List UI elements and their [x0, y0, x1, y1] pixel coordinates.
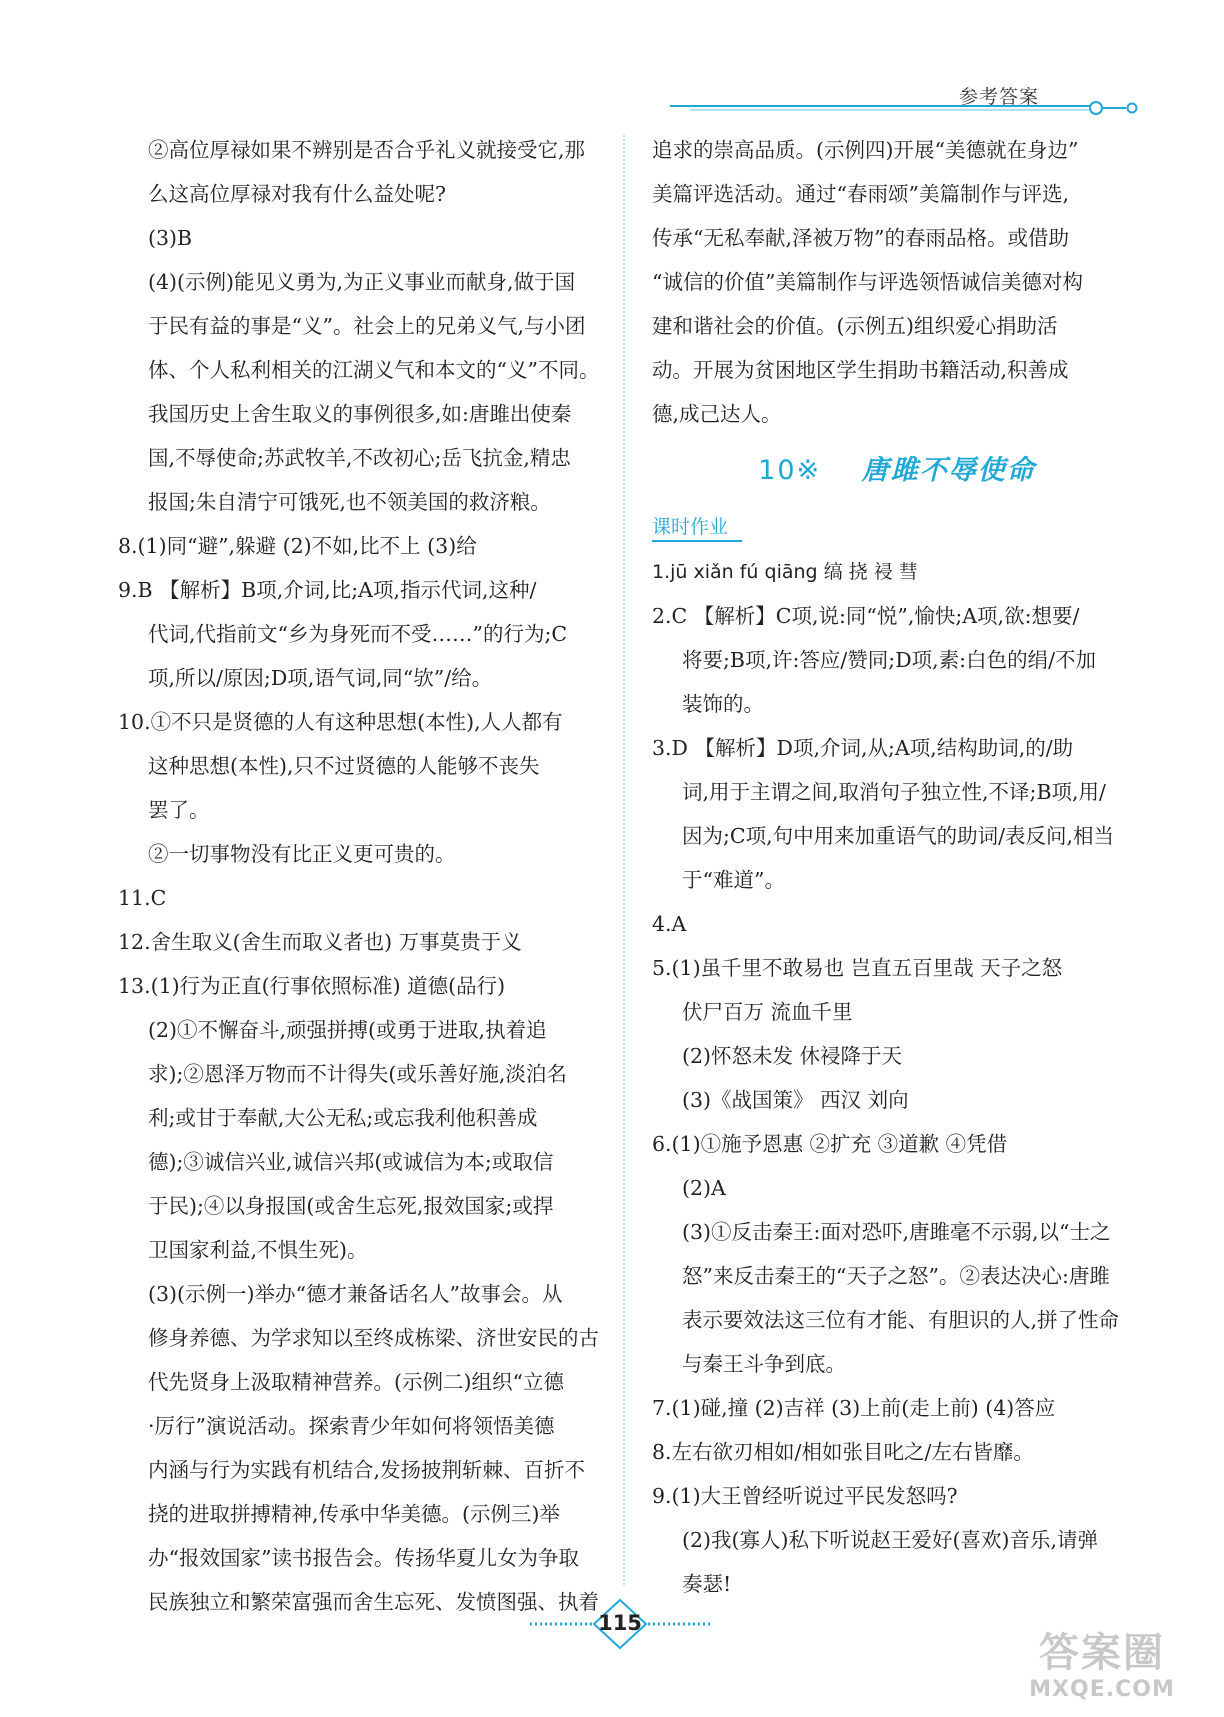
answer-line: 于“难道”。: [682, 868, 785, 892]
right-column: [652, 128, 1142, 1606]
watermark-url: MXQE.COM: [1029, 1677, 1175, 1702]
answer-line: 德,成己达人。: [652, 402, 782, 426]
answer-line: (3)B: [148, 226, 193, 250]
answer-line: 怒”来反击秦王的“天子之怒”。②表达决心:唐雎: [682, 1264, 1110, 1288]
left-column: [118, 128, 608, 1624]
answer-line: 5.(1)虽千里不敢易也 岂直五百里哉 天子之怒: [652, 956, 1063, 980]
answer-line: 11.C: [118, 886, 167, 910]
answer-line: 项,所以/原因;D项,语气词,同“欤”/给。: [148, 666, 493, 690]
answer-line: 奏瑟!: [682, 1572, 732, 1596]
answer-line: 1.jū xiǎn fú qiāng 缟 挠 祲 彗: [652, 561, 918, 583]
answer-line: 代先贤身上汲取精神营养。(示例二)组织“立德: [148, 1370, 564, 1394]
answer-line: 3.D 【解析】D项,介词,从;A项,结构助词,的/助: [652, 736, 1074, 760]
answer-line: 办“报效国家”读书报告会。传扬华夏儿女为争取: [148, 1546, 579, 1570]
answer-line: 修身养德、为学求知以至终成栋梁、济世安民的古: [148, 1326, 599, 1350]
answer-line: 体、个人私利相关的江湖义气和本文的“义”不同。: [148, 358, 600, 382]
answer-line: ·厉行”演说活动。探索青少年如何将领悟美德: [148, 1414, 555, 1438]
answer-line: 与秦王斗争到底。: [682, 1352, 846, 1376]
answer-line: 德);③诚信兴业,诚信兴邦(或诚信为本;或取信: [148, 1150, 554, 1174]
answer-line: 动。开展为贫困地区学生捐助书籍活动,积善成: [652, 358, 1069, 382]
answer-line: 9.(1)大王曾经听说过平民发怒吗?: [652, 1484, 958, 1508]
answer-line: 伏尸百万 流血千里: [682, 1000, 853, 1024]
answer-line: ②高位厚禄如果不辨别是否合乎礼义就接受它,那: [148, 138, 586, 162]
answer-line: (2)A: [682, 1176, 726, 1200]
section-label: 课时作业: [652, 514, 742, 542]
answer-line: 我国历史上舍生取义的事例很多,如:唐雎出使秦: [148, 402, 572, 426]
answer-line: (2)怀怒未发 休祲降于天: [682, 1044, 903, 1068]
lesson-title: [652, 446, 1142, 496]
answer-line: 表示要效法这三位有才能、有胆识的人,拼了性命: [682, 1308, 1120, 1332]
answer-line: (3)(示例一)举办“德才兼备话名人”故事会。从: [148, 1282, 563, 1306]
answer-line: 于民);④以身报国(或舍生忘死,报效国家;或捍: [148, 1194, 554, 1218]
answer-line: 装饰的。: [682, 692, 764, 716]
header-decoration: [670, 100, 1140, 130]
watermark-title: 答案圈: [1039, 1630, 1165, 1676]
answer-line: 求);②恩泽万物而不计得失(或乐善好施,淡泊名: [148, 1062, 567, 1086]
answer-line: 词,用于主谓之间,取消句子独立性,不译;B项,用/: [682, 780, 1106, 804]
answer-line: 这种思想(本性),只不过贤德的人能够不丧失: [148, 754, 540, 778]
answer-line: 挠的进取拼搏精神,传承中华美德。(示例三)举: [148, 1502, 561, 1526]
right-bottom-block: [652, 594, 1142, 1606]
page-footer: [530, 1598, 710, 1650]
answer-line: 罢了。: [148, 798, 210, 822]
answer-line: 2.C 【解析】C项,说:同“悦”,愉快;A项,欲:想要/: [652, 604, 1080, 628]
answer-line: 代词,代指前文“乡为身死而不受……”的行为;C: [148, 622, 568, 646]
answer-line: 追求的崇高品质。(示例四)开展“美德就在身边”: [652, 138, 1079, 162]
lesson-number: 10※: [758, 455, 822, 486]
answer-line: 因为;C项,句中用来加重语气的助词/表反问,相当: [682, 824, 1115, 848]
answer-line: ②一切事物没有比正义更可贵的。: [148, 842, 456, 866]
answer-line: “诚信的价值”美篇制作与评选领悟诚信美德对构: [652, 270, 1083, 294]
answer-line: (3)《战国策》 西汉 刘向: [682, 1088, 909, 1112]
answer-line: 建和谐社会的价值。(示例五)组织爱心捐助活: [652, 314, 1058, 338]
answer-line: 将要;B项,许:答应/赞同;D项,素:白色的绢/不加: [682, 648, 1096, 672]
page-number: 115: [598, 1611, 642, 1635]
answer-line: 9.B 【解析】B项,介词,比;A项,指示代词,这种/: [118, 578, 537, 602]
answer-line: 国,不辱使命;苏武牧羊,不改初心;岳飞抗金,精忠: [148, 446, 571, 470]
answer-line: 卫国家利益,不惧生死)。: [148, 1238, 368, 1262]
answer-line: 8.左右欲刃相如/相如张目叱之/左右皆靡。: [652, 1440, 1034, 1464]
answer-line: 13.(1)行为正直(行事依照标准) 道德(品行): [118, 974, 506, 998]
header-label: 参考答案: [958, 86, 1039, 108]
right-top-block: [652, 128, 1142, 436]
answer-line: 12.舍生取义(舍生而取义者也) 万事莫贵于义: [118, 930, 522, 954]
answer-line: (2)我(寡人)私下听说赵王爱好(喜欢)音乐,请弹: [682, 1528, 1099, 1552]
answer-line: 7.(1)碰,撞 (2)吉祥 (3)上前(走上前) (4)答应: [652, 1396, 1056, 1420]
watermark-logo: [1002, 1629, 1202, 1709]
answer-line: 6.(1)①施予恩惠 ②扩充 ③道歉 ④凭借: [652, 1132, 1008, 1156]
answer-line: 利;或甘于奉献,大公无私;或忘我利他积善成: [148, 1106, 538, 1130]
answer-line: 4.A: [652, 912, 687, 936]
answer-line: (4)(示例)能见义勇为,为正义事业而献身,做于国: [148, 270, 576, 294]
answer-line: 传承“无私奉献,泽被万物”的春雨品格。或借助: [652, 226, 1069, 250]
answer-line: (2)①不懈奋斗,顽强拼搏(或勇于进取,执着追: [148, 1018, 547, 1042]
column-divider: [623, 135, 625, 1585]
lesson-name: 唐雎不辱使命: [861, 455, 1036, 486]
answer-line: 10.①不只是贤德的人有这种思想(本性),人人都有: [118, 710, 563, 734]
answer-line: 么这高位厚禄对我有什么益处呢?: [148, 182, 446, 206]
answer-line: 于民有益的事是“义”。社会上的兄弟义气,与小团: [148, 314, 586, 338]
answer-line: (3)①反击秦王:面对恐吓,唐雎毫不示弱,以“士之: [682, 1220, 1111, 1244]
answer-line: 报国;朱自清宁可饿死,也不领美国的救济粮。: [148, 490, 551, 514]
answer-line: 民族独立和繁荣富强而舍生忘死、发愤图强、执着: [148, 1590, 599, 1614]
answer-line: 8.(1)同“避”,躲避 (2)不如,比不上 (3)给: [118, 534, 477, 558]
answer-line: 美篇评选活动。通过“春雨颂”美篇制作与评选,: [652, 182, 1069, 206]
answer-line: 内涵与行为实践有机结合,发扬披荆斩棘、百折不: [148, 1458, 586, 1482]
